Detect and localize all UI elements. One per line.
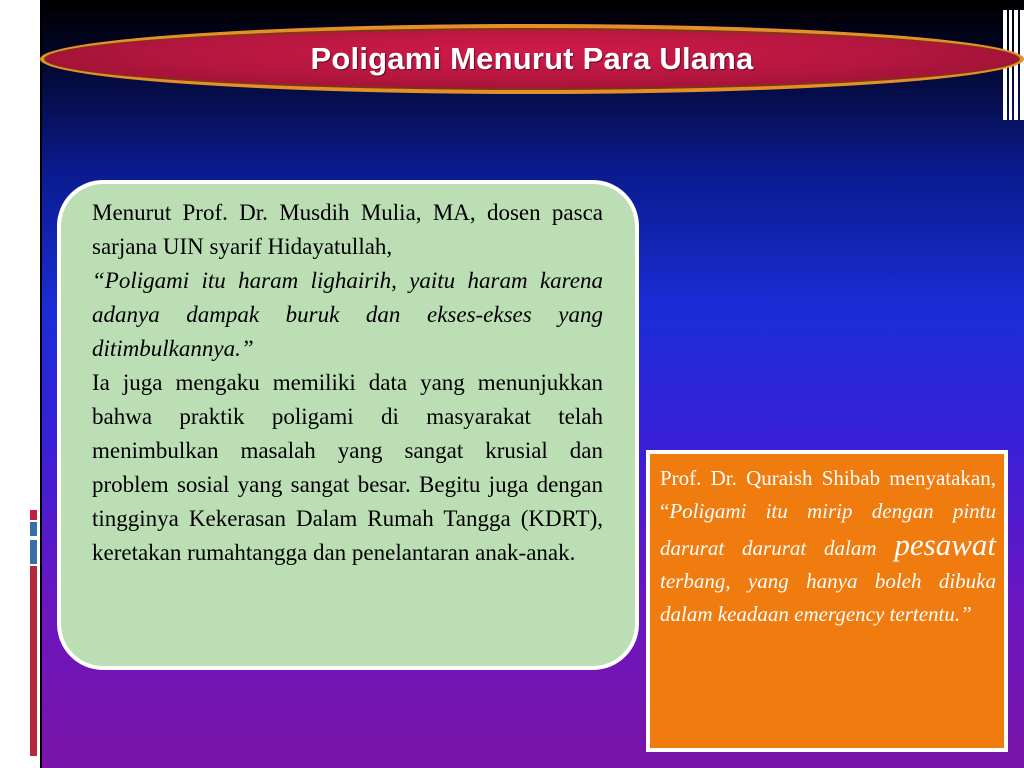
left-card-intro: Menurut Prof. Dr. Musdih Mulia, MA, dosen pasca sarjana UIN syarif Hidayatullah, [92, 200, 603, 259]
slide-title: Poligami Menurut Para Ulama [310, 41, 754, 76]
left-card-body: Ia juga mengaku memiliki data yang menunjukkan bahwa praktik poligami di masyarakat telah menimbulkan masalah yang sangat krusial dan problem sosial yang sangat besar. Begitu juga dengan tingginya Kekerasan Dalam Rumah Tangga (KDRT), keretakan rumahtangga dan penelantaran anak-anak. [92, 370, 603, 565]
title-banner [40, 24, 1024, 94]
left-card-quote: “Poligami itu haram lighairih, yaitu haram karena adanya dampak buruk dan ekses-ekses yang ditimbulkannya.” [92, 268, 603, 361]
right-card-text [660, 462, 996, 631]
quraish-shihab-card [646, 450, 1008, 752]
right-card-intro: Prof. Dr. Quraish Shibab menyatakan, “ [660, 466, 996, 523]
musdah-mulia-card [57, 180, 639, 670]
right-card-quote-1: Poligami itu mirip dengan pintu darurat darurat dalam [660, 499, 996, 560]
right-card-quote-highlight: pesawat [894, 527, 996, 562]
left-margin-strip [0, 0, 42, 768]
right-card-quote-2: terbang, yang hanya boleh dibuka dalam keadaan emergency tertentu.” [660, 569, 996, 626]
